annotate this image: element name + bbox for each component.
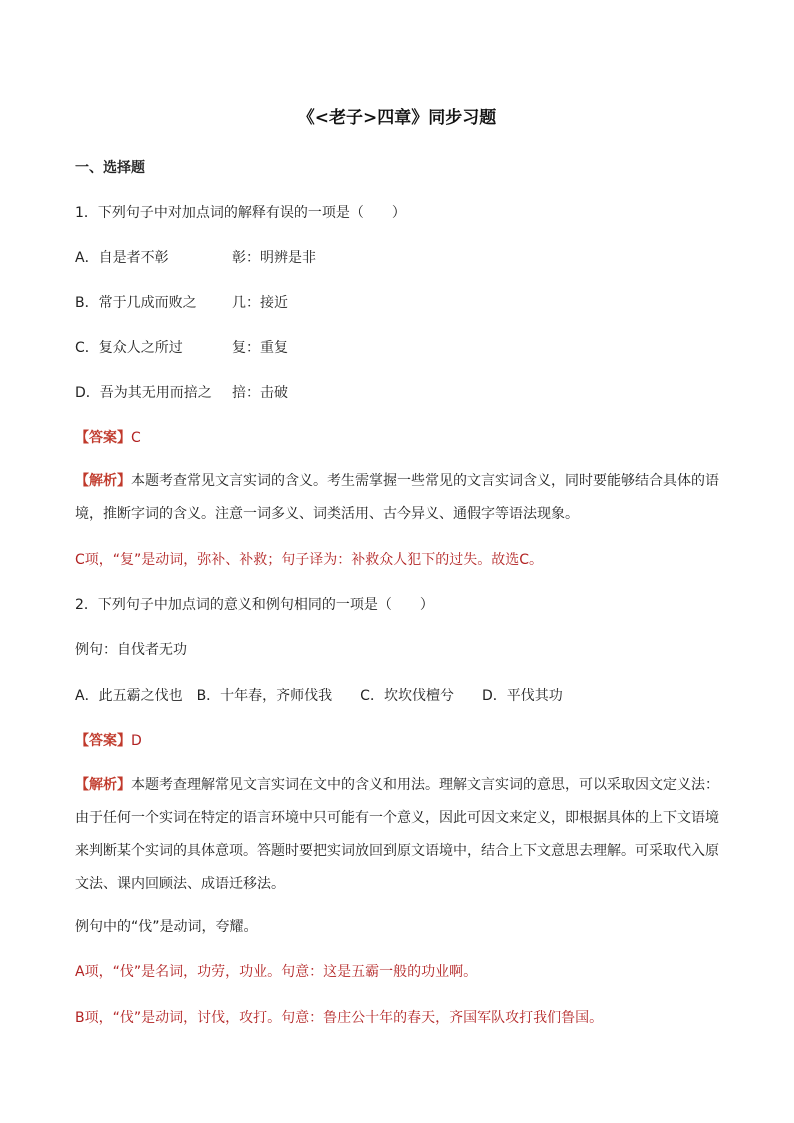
q1-option-b-gloss: 几：接近	[232, 295, 288, 311]
q1-analysis	[75, 465, 721, 531]
q1-answer	[75, 428, 141, 448]
q2-note-a: A项，“伐”是名词，功劳，功业。句意：这是五霸一般的功业啊。	[75, 964, 478, 980]
q2-analysis	[75, 769, 721, 901]
analysis-text: 本题考查理解常见文言实词在文中的含义和用法。理解文言实词的意思，可以采取因文定义法：由于任何一个实词在特定的语言环境中只可能有一个意义，因此可因文来定义，即根据具体的上下文语境来判断某个实词的具体意项。答题时要把实词放回到原文语境中，结合上下文意思去理解。可采取代入原文法、课内回顾法、成语迁移法。	[75, 777, 719, 892]
q1-option-b: B．常于几成而败之	[75, 295, 197, 311]
q1-option-a: A．自是者不彰	[75, 250, 169, 266]
q2-note-b: B项，“伐”是动词，讨伐，攻打。句意：鲁庄公十年的春天，齐国军队攻打我们鲁国。	[75, 1010, 604, 1026]
q1-option-d-gloss: 掊：击破	[232, 385, 288, 401]
answer-tag: 【答案】	[75, 733, 131, 749]
page-title: 《<老子>四章》同步习题	[297, 108, 497, 128]
q1-option-a-gloss: 彰：明辨是非	[232, 250, 316, 266]
analysis-tag: 【解析】	[75, 473, 131, 489]
q2-options: A．此五霸之伐也 B．十年春，齐师伐我 C．坎坎伐檀兮 D．平伐其功	[75, 688, 563, 704]
question-1-stem: 1．下列句子中对加点词的解释有误的一项是（ ）	[75, 205, 406, 221]
answer-value: D	[131, 733, 142, 749]
q1-option-c-gloss: 复：重复	[232, 340, 288, 356]
question-2-stem: 2．下列句子中加点词的意义和例句相同的一项是（ ）	[75, 597, 434, 613]
answer-tag: 【答案】	[75, 430, 131, 446]
section-heading: 一、选择题	[75, 160, 145, 176]
q2-example-note: 例句中的“伐”是动词，夸耀。	[75, 919, 258, 935]
analysis-text: 本题考查常见文言实词的含义。考生需掌握一些常见的文言实词含义，同时要能够结合具体的语境，推断字词的含义。注意一词多义、词类活用、古今异义、通假字等语法现象。	[75, 473, 719, 522]
q2-answer	[75, 731, 142, 751]
answer-value: C	[131, 430, 141, 446]
q2-example: 例句：自伐者无功	[75, 642, 187, 658]
q1-note: C项，“复”是动词，弥补、补救；句子译为：补救众人犯下的过失。故选C。	[75, 552, 544, 568]
analysis-tag: 【解析】	[75, 777, 131, 793]
q1-option-d: D．吾为其无用而掊之	[75, 385, 212, 401]
q1-option-c: C．复众人之所过	[75, 340, 183, 356]
